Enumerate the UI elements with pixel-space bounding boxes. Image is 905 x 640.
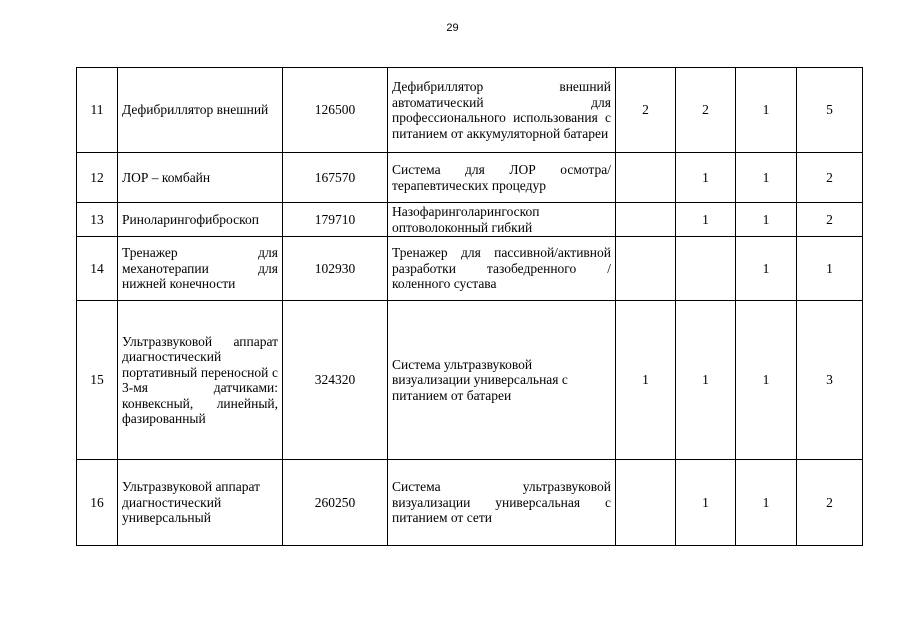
quantity-cell bbox=[616, 153, 676, 203]
table-row bbox=[77, 237, 863, 301]
equipment-table bbox=[76, 67, 863, 546]
row-number: 12 bbox=[77, 153, 118, 203]
quantity-cell: 1 bbox=[616, 301, 676, 460]
quantity-cell: 1 bbox=[676, 153, 736, 203]
total-cell: 2 bbox=[797, 153, 863, 203]
quantity-cell: 1 bbox=[736, 301, 797, 460]
equipment-description: Система ультразвуковой визуализации универсальная с питанием от батареи bbox=[388, 301, 616, 460]
quantity-cell bbox=[616, 460, 676, 546]
equipment-description: Система ультразвуковой визуализации универсальная с питанием от сети bbox=[388, 460, 616, 546]
quantity-cell: 2 bbox=[616, 68, 676, 153]
equipment-name: Ультразвуковой аппарат диагностический портативный переносной с 3-мя датчиками: конвексный, линейный, фазированный bbox=[118, 301, 283, 460]
equipment-description: Назофаринголарингоскоп оптоволоконный гибкий bbox=[388, 203, 616, 237]
row-number: 11 bbox=[77, 68, 118, 153]
equipment-name: ЛОР – комбайн bbox=[118, 153, 283, 203]
equipment-description: Система для ЛОР осмотра/терапевтических процедур bbox=[388, 153, 616, 203]
table-row bbox=[77, 153, 863, 203]
row-number: 15 bbox=[77, 301, 118, 460]
quantity-cell: 1 bbox=[736, 203, 797, 237]
quantity-cell bbox=[616, 203, 676, 237]
quantity-cell: 1 bbox=[736, 153, 797, 203]
equipment-description: Дефибриллятор внешний автоматический для профессионального использования с питанием от аккумуляторной батареи bbox=[388, 68, 616, 153]
equipment-code: 126500 bbox=[283, 68, 388, 153]
quantity-cell: 1 bbox=[676, 460, 736, 546]
quantity-cell: 1 bbox=[676, 301, 736, 460]
total-cell: 2 bbox=[797, 460, 863, 546]
equipment-code: 167570 bbox=[283, 153, 388, 203]
table-row bbox=[77, 301, 863, 460]
quantity-cell bbox=[676, 237, 736, 301]
page-number: 29 bbox=[446, 22, 459, 34]
equipment-name: Риноларингофиброскоп bbox=[118, 203, 283, 237]
equipment-code: 324320 bbox=[283, 301, 388, 460]
table-row bbox=[77, 68, 863, 153]
equipment-code: 102930 bbox=[283, 237, 388, 301]
equipment-name: Тренажер для механотерапии для нижней конечности bbox=[118, 237, 283, 301]
table-row bbox=[77, 460, 863, 546]
quantity-cell bbox=[616, 237, 676, 301]
row-number: 13 bbox=[77, 203, 118, 237]
equipment-code: 260250 bbox=[283, 460, 388, 546]
quantity-cell: 1 bbox=[736, 68, 797, 153]
row-number: 14 bbox=[77, 237, 118, 301]
total-cell: 5 bbox=[797, 68, 863, 153]
equipment-description: Тренажер для пассивной/активной разработки тазобедренного /коленного сустава bbox=[388, 237, 616, 301]
total-cell: 1 bbox=[797, 237, 863, 301]
table-row bbox=[77, 203, 863, 237]
total-cell: 2 bbox=[797, 203, 863, 237]
equipment-name: Дефибриллятор внешний bbox=[118, 68, 283, 153]
equipment-name: Ультразвуковой аппарат диагностический универсальный bbox=[118, 460, 283, 546]
quantity-cell: 1 bbox=[676, 203, 736, 237]
quantity-cell: 1 bbox=[736, 460, 797, 546]
equipment-code: 179710 bbox=[283, 203, 388, 237]
quantity-cell: 2 bbox=[676, 68, 736, 153]
total-cell: 3 bbox=[797, 301, 863, 460]
quantity-cell: 1 bbox=[736, 237, 797, 301]
row-number: 16 bbox=[77, 460, 118, 546]
